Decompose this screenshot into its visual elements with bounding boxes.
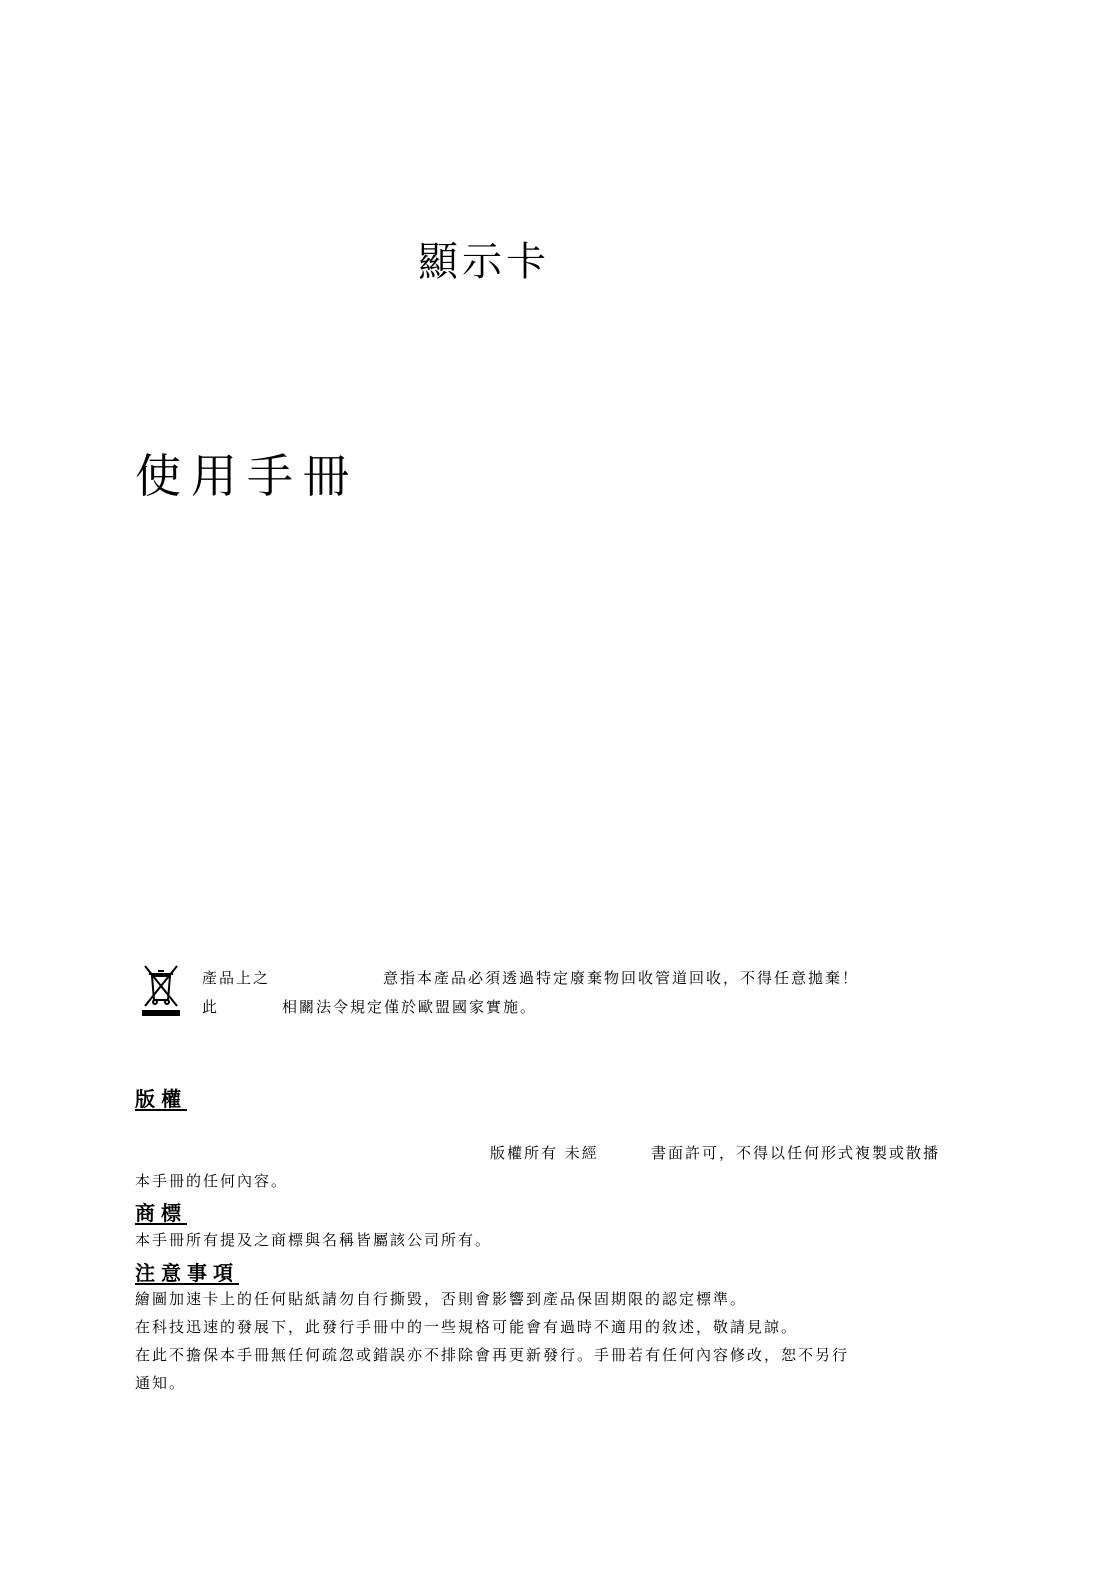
weee-line2-prefix: 此 <box>202 998 220 1016</box>
manual-title: 使用手冊 <box>135 449 359 503</box>
weee-line1-prefix: 產品上之 <box>202 969 271 987</box>
weee-crossed-bin-icon <box>140 962 182 1018</box>
copyright-line2: 本手冊的任何內容。 <box>135 1172 289 1190</box>
copyright-heading: 版權 <box>135 1087 187 1111</box>
notice-line1: 繪圖加速卡上的任何貼紙請勿自行撕毀，否則會影響到產品保固期限的認定標準。 <box>135 1290 748 1308</box>
notice-line4: 通知。 <box>135 1374 187 1392</box>
notice-heading: 注意事項 <box>135 1261 239 1285</box>
trademark-line1: 本手冊所有提及之商標與名稱皆屬該公司所有。 <box>135 1231 493 1249</box>
copyright-line1-a: 版權所有 未經 <box>490 1144 599 1162</box>
weee-line1-text: 意指本產品必須透過特定廢棄物回收管道回收，不得任意拋棄！ <box>383 969 860 987</box>
trademark-heading: 商標 <box>135 1201 187 1225</box>
copyright-line1-b: 書面許可，不得以任何形式複製或散播 <box>651 1144 941 1162</box>
notice-line3: 在此不擔保本手冊無任何疏忽或錯誤亦不排除會再更新發行。手冊若有任何內容修改，恕不另行 <box>135 1346 850 1364</box>
notice-line2: 在科技迅速的發展下，此發行手冊中的一些規格可能會有過時不適用的敘述，敬請見諒。 <box>135 1318 799 1336</box>
product-title: 顯示卡 <box>418 239 550 285</box>
weee-line2-text: 相關法令規定僅於歐盟國家實施。 <box>282 998 538 1016</box>
